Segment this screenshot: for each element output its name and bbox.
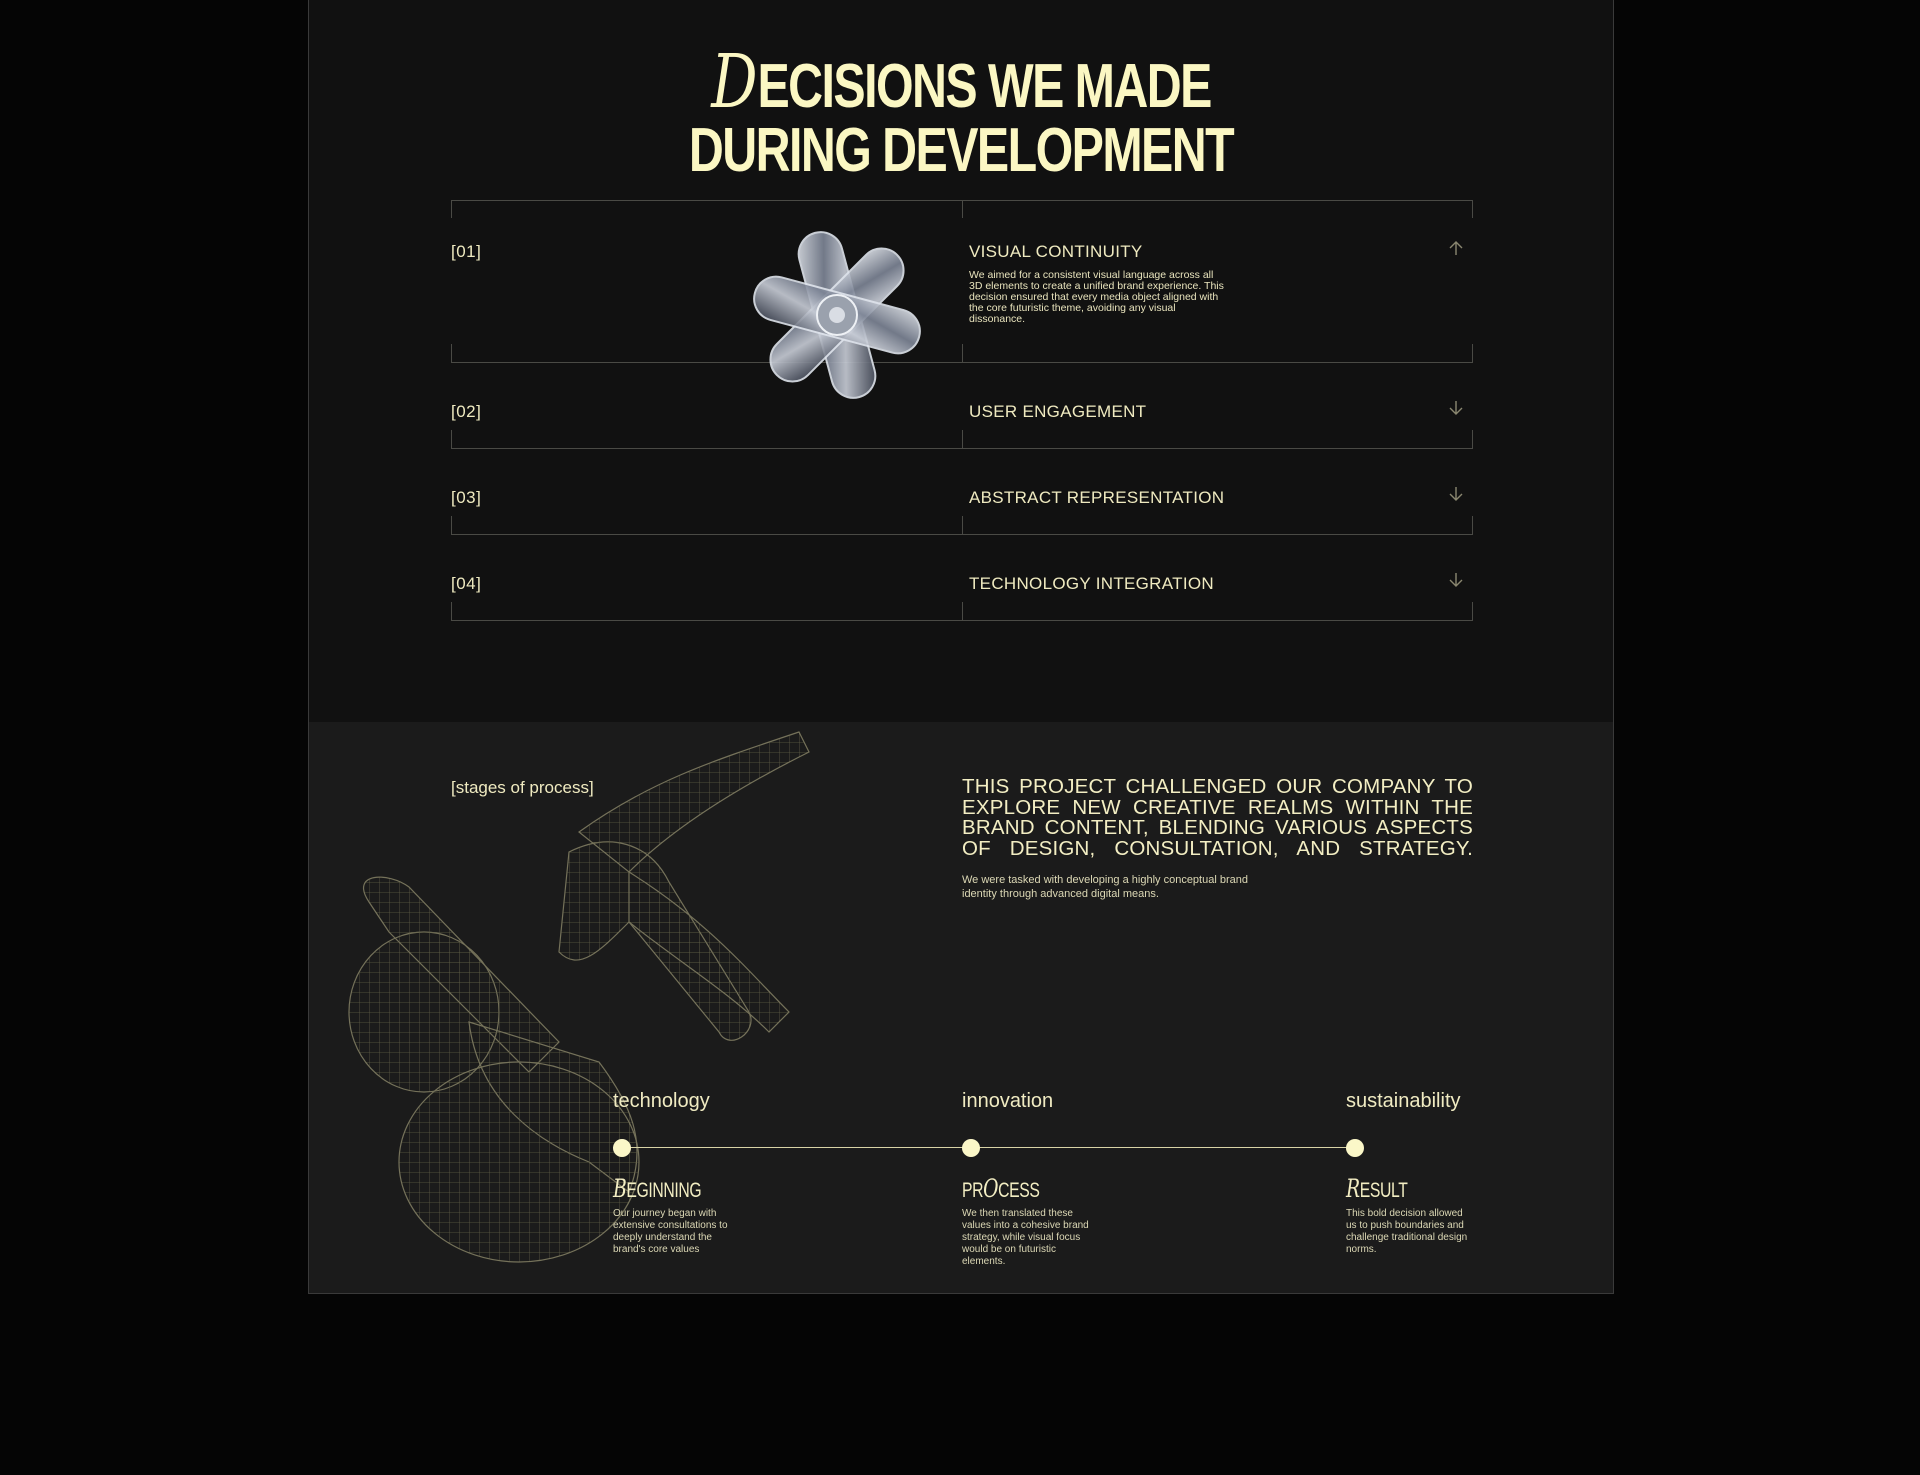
- arrow-down-icon[interactable]: [1446, 484, 1466, 504]
- item-title[interactable]: VISUAL CONTINUITY: [969, 242, 1143, 261]
- divider-tick: [1472, 430, 1473, 448]
- accordion-item-3[interactable]: [451, 448, 1473, 534]
- title-line-1: ECISIONS WE MADE: [757, 52, 1211, 121]
- divider-tick: [451, 516, 452, 534]
- item-description: We aimed for a consistent visual language across all 3D elements to create a unified brand experience. This decision ensured that every media object aligned with the core futuristic theme, avoiding any visual dissonance.: [969, 269, 1224, 325]
- timeline-dot[interactable]: [1346, 1139, 1364, 1157]
- arrow-up-icon[interactable]: [1446, 238, 1466, 258]
- item-number: [04]: [451, 574, 482, 593]
- accordion-item-4[interactable]: [451, 534, 1473, 620]
- page-title: [452, 39, 1469, 185]
- stages-label: [stages of process]: [451, 778, 594, 797]
- stage-name: PROCESS: [962, 1174, 1040, 1203]
- process-section: [309, 722, 1613, 1294]
- title-line-2: DURING DEVELOPMENT: [688, 116, 1234, 185]
- divider-tick: [1472, 344, 1473, 362]
- divider-tick: [962, 602, 963, 620]
- timeline-dot[interactable]: [962, 1139, 980, 1157]
- divider: [451, 620, 1473, 621]
- divider-tick: [962, 344, 963, 362]
- divider-tick: [1472, 602, 1473, 620]
- project-statement: THIS PROJECT CHALLENGED OUR COMPANY TO EXPLORE NEW CREATIVE REALMS WITHIN THE BRAND CONTENT, BLENDING VARIOUS ASPECTS OF DESIGN, CONSULTATION, AND STRATEGY.: [962, 775, 1473, 860]
- process-timeline: [613, 1147, 1357, 1148]
- page-frame: [308, 0, 1614, 1294]
- item-title[interactable]: TECHNOLOGY INTEGRATION: [969, 574, 1214, 593]
- accordion-item-1[interactable]: [451, 200, 1473, 362]
- arrow-down-icon[interactable]: [1446, 570, 1466, 590]
- divider-tick: [451, 344, 452, 362]
- arrow-down-icon[interactable]: [1446, 398, 1466, 418]
- divider-tick: [451, 602, 452, 620]
- wireframe-figure-image: [329, 722, 849, 1294]
- project-statement-sub: We were tasked with developing a highly conceptual brand identity through advanced digital means.: [962, 874, 1248, 900]
- glass-asterisk-image: [737, 222, 937, 408]
- divider-tick: [962, 430, 963, 448]
- item-number: [01]: [451, 242, 482, 261]
- stage-keyword: technology: [613, 1090, 710, 1112]
- item-number: [02]: [451, 402, 482, 421]
- stage-description: Our journey began with extensive consultations to deeply understand the brand's core values: [613, 1208, 728, 1255]
- stage-name: BEGINNING: [613, 1174, 702, 1203]
- decisions-section: [309, 0, 1613, 722]
- divider-tick: [451, 430, 452, 448]
- stage-name: RESULT: [1346, 1174, 1408, 1203]
- item-title[interactable]: ABSTRACT REPRESENTATION: [969, 488, 1225, 507]
- stage-keyword: sustainability: [1346, 1090, 1461, 1112]
- timeline-dot[interactable]: [613, 1139, 631, 1157]
- accordion-item-2[interactable]: [451, 362, 1473, 448]
- stage-keyword: innovation: [962, 1090, 1054, 1112]
- divider-tick: [962, 516, 963, 534]
- item-number: [03]: [451, 488, 482, 507]
- item-title[interactable]: USER ENGAGEMENT: [969, 402, 1147, 421]
- divider-tick: [1472, 516, 1473, 534]
- title-initial: D: [711, 39, 758, 125]
- stage-description: We then translated these values into a cohesive brand strategy, while visual focus would be on futuristic elements.: [962, 1208, 1089, 1267]
- stage-description: This bold decision allowed us to push boundaries and challenge traditional design norms.: [1346, 1208, 1468, 1255]
